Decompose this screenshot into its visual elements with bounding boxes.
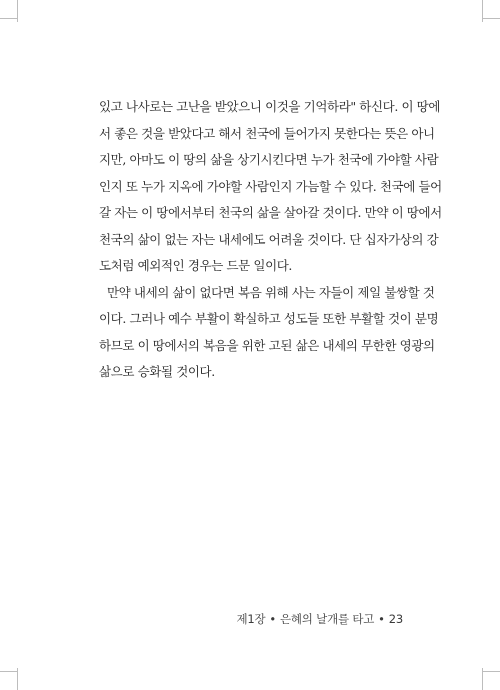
- crop-mark-left-top: [0, 18, 18, 19]
- chapter-label: 제1장: [236, 612, 266, 626]
- text-line: 하므로 이 땅에서의 복음을 위한 고된 삶은 내세의 무한한 영광의: [99, 337, 435, 353]
- text-line: 서 좋은 것을 받았다고 해서 천국에 들어가지 못한다는 뜻은 아니: [99, 125, 435, 141]
- page-number: 23: [388, 612, 403, 626]
- section-title: 은혜의 날개를 타고: [279, 612, 375, 626]
- body-text: [99, 94, 442, 386]
- footer-separator: •: [269, 612, 276, 626]
- footer-separator: •: [378, 612, 385, 626]
- crop-mark-right-top: [482, 18, 500, 19]
- crop-mark-right-bottom: [482, 671, 500, 672]
- crop-mark-left-bottom: [0, 671, 18, 672]
- running-footer: [236, 611, 403, 627]
- paragraph-2: [99, 280, 439, 386]
- text-line: 천국의 삶이 없는 자는 내세에도 어려울 것이다. 단 십자가상의 강: [99, 231, 439, 247]
- text-line: 이다. 그러나 예수 부활이 확실하고 성도들 또한 부활할 것이 분명: [99, 311, 439, 326]
- paragraph-1: [99, 94, 442, 280]
- text-line: 도처럼 예외적인 경우는 드문 일이다.: [99, 258, 292, 273]
- text-line: 갈 자는 이 땅에서부터 천국의 삶을 살아갈 것이다. 만약 이 땅에서: [99, 205, 442, 220]
- text-line: 인지 또 누가 지옥에 가야할 사람인지 가늠할 수 있다. 천국에 들어: [99, 178, 442, 194]
- text-line: 삶으로 승화될 것이다.: [99, 364, 215, 379]
- text-line: 만약 내세의 삶이 없다면 복음 위해 사는 자들이 제일 불쌍할 것: [107, 284, 435, 300]
- text-line: 지만, 아마도 이 땅의 삶을 상기시킨다면 누가 천국에 가야할 사람: [99, 152, 439, 167]
- text-line: 있고 나사로는 고난을 받았으니 이것을 기억하라" 하신다. 이 땅에: [99, 99, 441, 114]
